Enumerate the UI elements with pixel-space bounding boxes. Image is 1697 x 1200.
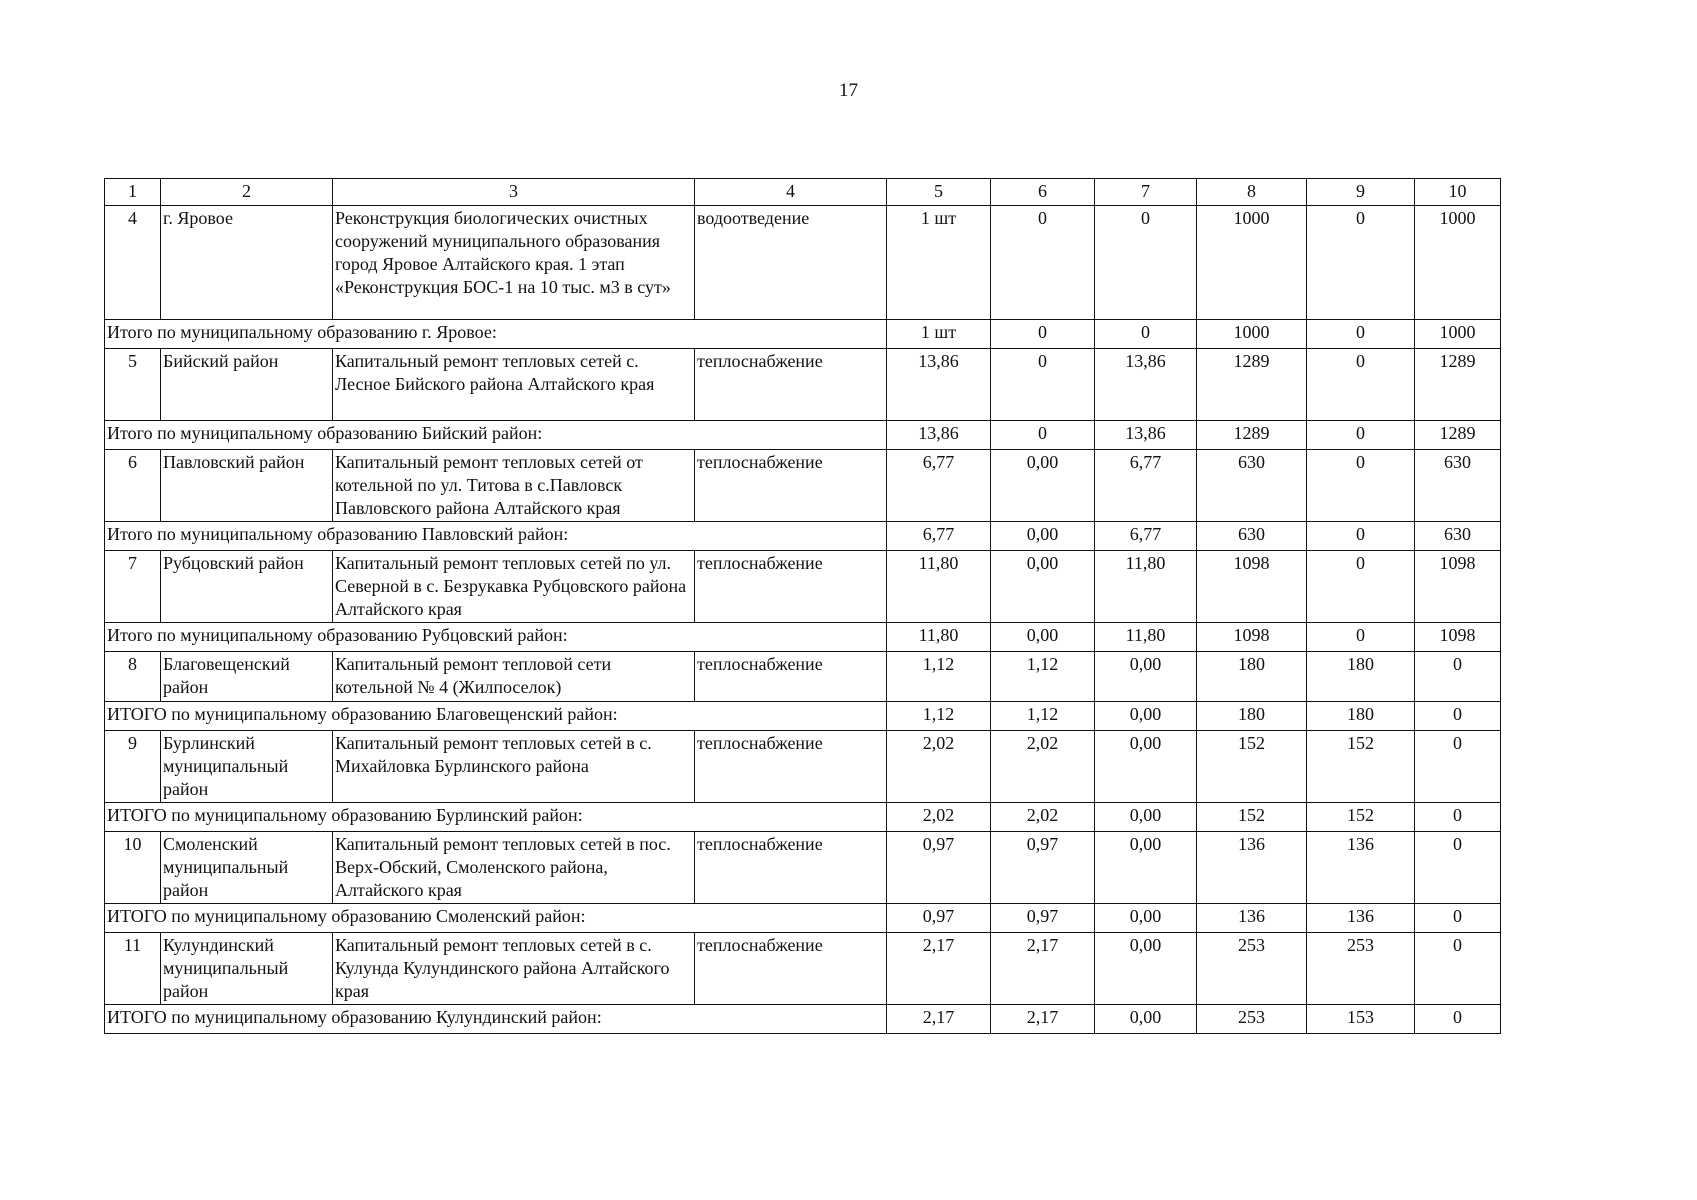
header-cell: 4 xyxy=(695,179,887,206)
total-label-cell: ИТОГО по муниципальному образованию Смоленский район: xyxy=(105,904,887,933)
total-value-cell: 1000 xyxy=(1415,320,1501,349)
header-row xyxy=(105,179,1501,206)
value-cell: 1000 xyxy=(1415,206,1501,320)
value-cell: 11,80 xyxy=(1095,551,1197,623)
value-cell: 0,00 xyxy=(1095,731,1197,803)
municipality-cell: Кулундинский муниципальный район xyxy=(161,933,333,1005)
header-cell: 5 xyxy=(887,179,991,206)
total-value-cell: 1,12 xyxy=(991,702,1095,731)
total-value-cell: 0,00 xyxy=(991,522,1095,551)
table-row xyxy=(105,349,1501,421)
total-value-cell: 0 xyxy=(1307,522,1415,551)
value-cell: 136 xyxy=(1307,832,1415,904)
total-value-cell: 0 xyxy=(1415,803,1501,832)
value-cell: 0,97 xyxy=(887,832,991,904)
value-cell: 0 xyxy=(1307,450,1415,522)
row-number-cell: 10 xyxy=(105,832,161,904)
header-cell: 10 xyxy=(1415,179,1501,206)
municipality-cell: г. Яровое xyxy=(161,206,333,320)
value-cell: 0,97 xyxy=(991,832,1095,904)
total-value-cell: 2,02 xyxy=(991,803,1095,832)
value-cell: 2,02 xyxy=(887,731,991,803)
value-cell: 1289 xyxy=(1197,349,1307,421)
total-value-cell: 6,77 xyxy=(1095,522,1197,551)
total-value-cell: 0,00 xyxy=(1095,904,1197,933)
total-value-cell: 1098 xyxy=(1415,623,1501,652)
value-cell: 1098 xyxy=(1415,551,1501,623)
value-cell: 0 xyxy=(1415,832,1501,904)
table-row xyxy=(105,652,1501,702)
row-number-cell: 6 xyxy=(105,450,161,522)
total-label-cell: ИТОГО по муниципальному образованию Благовещенский район: xyxy=(105,702,887,731)
description-cell: Капитальный ремонт тепловых сетей по ул. Северной в с. Безрукавка Рубцовского района Алтайского края xyxy=(333,551,695,623)
value-cell: 2,17 xyxy=(887,933,991,1005)
value-cell: 253 xyxy=(1197,933,1307,1005)
row-number-cell: 11 xyxy=(105,933,161,1005)
total-row xyxy=(105,522,1501,551)
total-row xyxy=(105,421,1501,450)
total-value-cell: 180 xyxy=(1197,702,1307,731)
value-cell: 152 xyxy=(1197,731,1307,803)
category-cell: теплоснабжение xyxy=(695,450,887,522)
table-body xyxy=(105,179,1501,1034)
municipality-cell: Бийский район xyxy=(161,349,333,421)
row-number-cell: 7 xyxy=(105,551,161,623)
value-cell: 630 xyxy=(1415,450,1501,522)
total-value-cell: 2,02 xyxy=(887,803,991,832)
total-value-cell: 152 xyxy=(1307,803,1415,832)
municipality-cell: Павловский район xyxy=(161,450,333,522)
total-value-cell: 0,97 xyxy=(991,904,1095,933)
header-cell: 6 xyxy=(991,179,1095,206)
page-number: 17 xyxy=(839,80,858,101)
header-cell: 9 xyxy=(1307,179,1415,206)
total-value-cell: 0 xyxy=(1095,320,1197,349)
value-cell: 2,17 xyxy=(991,933,1095,1005)
total-value-cell: 1000 xyxy=(1197,320,1307,349)
category-cell: теплоснабжение xyxy=(695,933,887,1005)
value-cell: 0 xyxy=(991,349,1095,421)
value-cell: 0,00 xyxy=(1095,832,1197,904)
category-cell: теплоснабжение xyxy=(695,652,887,702)
total-value-cell: 1,12 xyxy=(887,702,991,731)
table-row xyxy=(105,731,1501,803)
value-cell: 0 xyxy=(1095,206,1197,320)
value-cell: 0 xyxy=(1415,933,1501,1005)
category-cell: теплоснабжение xyxy=(695,832,887,904)
value-cell: 152 xyxy=(1307,731,1415,803)
value-cell: 1289 xyxy=(1415,349,1501,421)
table-row xyxy=(105,206,1501,320)
total-row xyxy=(105,702,1501,731)
value-cell: 0 xyxy=(991,206,1095,320)
total-row xyxy=(105,623,1501,652)
value-cell: 0 xyxy=(1307,551,1415,623)
total-value-cell: 630 xyxy=(1415,522,1501,551)
value-cell: 253 xyxy=(1307,933,1415,1005)
table-row xyxy=(105,551,1501,623)
total-value-cell: 630 xyxy=(1197,522,1307,551)
description-cell: Капитальный ремонт тепловых сетей в пос. Верх-Обский, Смоленского района, Алтайского края xyxy=(333,832,695,904)
total-value-cell: 11,80 xyxy=(887,623,991,652)
total-value-cell: 0 xyxy=(1415,904,1501,933)
category-cell: теплоснабжение xyxy=(695,551,887,623)
total-value-cell: 0 xyxy=(1307,320,1415,349)
value-cell: 0,00 xyxy=(991,551,1095,623)
value-cell: 0 xyxy=(1307,206,1415,320)
municipality-cell: Бурлинский муниципальный район xyxy=(161,731,333,803)
total-row xyxy=(105,904,1501,933)
total-value-cell: 0,00 xyxy=(1095,1005,1197,1034)
total-value-cell: 0 xyxy=(1307,623,1415,652)
value-cell: 1,12 xyxy=(991,652,1095,702)
total-value-cell: 136 xyxy=(1197,904,1307,933)
total-row xyxy=(105,320,1501,349)
total-value-cell: 152 xyxy=(1197,803,1307,832)
total-label-cell: Итого по муниципальному образованию Бийский район: xyxy=(105,421,887,450)
value-cell: 0,00 xyxy=(1095,652,1197,702)
total-row xyxy=(105,1005,1501,1034)
total-value-cell: 1289 xyxy=(1415,421,1501,450)
header-cell: 7 xyxy=(1095,179,1197,206)
value-cell: 6,77 xyxy=(1095,450,1197,522)
total-value-cell: 1289 xyxy=(1197,421,1307,450)
total-row xyxy=(105,803,1501,832)
total-value-cell: 253 xyxy=(1197,1005,1307,1034)
total-value-cell: 2,17 xyxy=(887,1005,991,1034)
value-cell: 180 xyxy=(1307,652,1415,702)
value-cell: 1098 xyxy=(1197,551,1307,623)
total-label-cell: Итого по муниципальному образованию г. Яровое: xyxy=(105,320,887,349)
value-cell: 1000 xyxy=(1197,206,1307,320)
total-label-cell: ИТОГО по муниципальному образованию Бурлинский район: xyxy=(105,803,887,832)
table-row xyxy=(105,832,1501,904)
value-cell: 1,12 xyxy=(887,652,991,702)
value-cell: 0 xyxy=(1415,731,1501,803)
total-value-cell: 136 xyxy=(1307,904,1415,933)
total-label-cell: ИТОГО по муниципальному образованию Кулундинский район: xyxy=(105,1005,887,1034)
data-table xyxy=(104,178,1501,1034)
total-label-cell: Итого по муниципальному образованию Рубцовский район: xyxy=(105,623,887,652)
total-value-cell: 0 xyxy=(991,421,1095,450)
value-cell: 13,86 xyxy=(1095,349,1197,421)
value-cell: 6,77 xyxy=(887,450,991,522)
total-label-cell: Итого по муниципальному образованию Павловский район: xyxy=(105,522,887,551)
total-value-cell: 0,00 xyxy=(1095,803,1197,832)
value-cell: 1 шт xyxy=(887,206,991,320)
total-value-cell: 1 шт xyxy=(887,320,991,349)
description-cell: Капитальный ремонт тепловой сети котельной № 4 (Жилпоселок) xyxy=(333,652,695,702)
description-cell: Капитальный ремонт тепловых сетей с. Лесное Бийского района Алтайского края xyxy=(333,349,695,421)
category-cell: теплоснабжение xyxy=(695,349,887,421)
value-cell: 0 xyxy=(1307,349,1415,421)
total-value-cell: 0,97 xyxy=(887,904,991,933)
row-number-cell: 4 xyxy=(105,206,161,320)
table-row xyxy=(105,933,1501,1005)
table-row xyxy=(105,450,1501,522)
total-value-cell: 1098 xyxy=(1197,623,1307,652)
value-cell: 2,02 xyxy=(991,731,1095,803)
total-value-cell: 13,86 xyxy=(1095,421,1197,450)
value-cell: 0,00 xyxy=(991,450,1095,522)
row-number-cell: 5 xyxy=(105,349,161,421)
municipality-cell: Рубцовский район xyxy=(161,551,333,623)
value-cell: 136 xyxy=(1197,832,1307,904)
description-cell: Капитальный ремонт тепловых сетей в с. Михайловка Бурлинского района xyxy=(333,731,695,803)
municipality-cell: Благовещенский район xyxy=(161,652,333,702)
header-cell: 3 xyxy=(333,179,695,206)
value-cell: 13,86 xyxy=(887,349,991,421)
total-value-cell: 0 xyxy=(1307,421,1415,450)
value-cell: 11,80 xyxy=(887,551,991,623)
value-cell: 630 xyxy=(1197,450,1307,522)
total-value-cell: 13,86 xyxy=(887,421,991,450)
total-value-cell: 0 xyxy=(1415,702,1501,731)
description-cell: Капитальный ремонт тепловых сетей в с. Кулунда Кулундинского района Алтайского края xyxy=(333,933,695,1005)
description-cell: Капитальный ремонт тепловых сетей от котельной по ул. Титова в с.Павловск Павловского района Алтайского края xyxy=(333,450,695,522)
total-value-cell: 0,00 xyxy=(991,623,1095,652)
total-value-cell: 0,00 xyxy=(1095,702,1197,731)
description-cell: Реконструкция биологических очистных сооружений муниципального образования город Яровое Алтайского края. 1 этап «Реконструкция БОС-1 на 10 тыс. м3 в сут» xyxy=(333,206,695,320)
total-value-cell: 2,17 xyxy=(991,1005,1095,1034)
category-cell: теплоснабжение xyxy=(695,731,887,803)
total-value-cell: 6,77 xyxy=(887,522,991,551)
header-cell: 2 xyxy=(161,179,333,206)
total-value-cell: 153 xyxy=(1307,1005,1415,1034)
value-cell: 180 xyxy=(1197,652,1307,702)
value-cell: 0 xyxy=(1415,652,1501,702)
total-value-cell: 180 xyxy=(1307,702,1415,731)
value-cell: 0,00 xyxy=(1095,933,1197,1005)
total-value-cell: 0 xyxy=(991,320,1095,349)
header-cell: 8 xyxy=(1197,179,1307,206)
municipality-cell: Смоленский муниципальный район xyxy=(161,832,333,904)
row-number-cell: 9 xyxy=(105,731,161,803)
row-number-cell: 8 xyxy=(105,652,161,702)
total-value-cell: 11,80 xyxy=(1095,623,1197,652)
category-cell: водоотведение xyxy=(695,206,887,320)
header-cell: 1 xyxy=(105,179,161,206)
total-value-cell: 0 xyxy=(1415,1005,1501,1034)
